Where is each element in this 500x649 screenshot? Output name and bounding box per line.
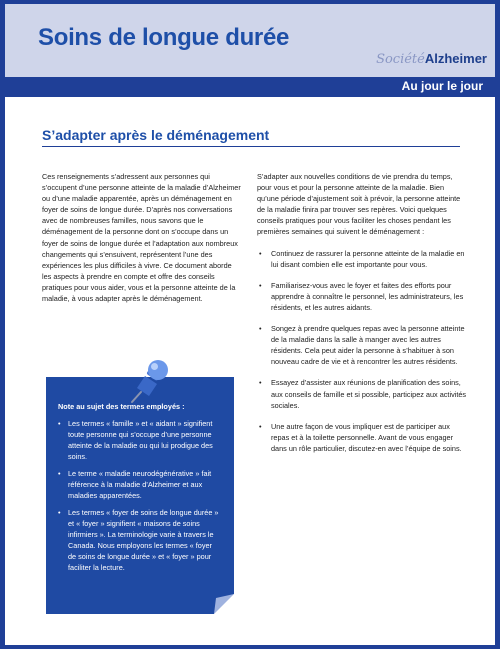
tip-item: • Songez à prendre quelques repas avec la personne atteinte de la maladie dans la salle à manger avec les autres résidents. Cela peut aider la personne à s’habituer à son nouveau cadre de vie et à rencontrer les autres résidents. <box>257 323 467 367</box>
note-title: Note au sujet des termes employés : <box>58 402 185 411</box>
subtitle-text: Au jour le jour <box>401 79 483 93</box>
alzheimer-society-logo <box>376 51 487 67</box>
document-page <box>5 4 495 645</box>
note-item: • Le terme « maladie neurodégénérative » fait référence à la maladie d’Alzheimer et aux maladies apparentées. <box>58 468 222 501</box>
section-title: S’adapter après le déménagement <box>42 127 270 143</box>
intro-paragraph: Ces renseignements s’adressent aux personnes qui s’occupent d’une personne atteinte de la maladie d’Alzheimer ou d’une maladie apparentée, après un déménagement en foyer de soins de longue durée. D’après nos conversations avec de nombreuses familles, nous savons que le déménagement de la personne dont on s’occupe dans un foyer de soins de longue durée et l’adaptation aux nombreux changements qui s’ensuivent, représentent l’une des expériences les plus difficiles à vivre. Ce document aborde les aspects à prendre en compte et offre des conseils pratiques pour vous aider, vous et la personne atteinte de la maladie, à vous adapter après le déménagement. <box>42 172 241 304</box>
tip-item: • Essayez d’assister aux réunions de planification des soins, aux conseils de famille et si possible, participez aux activités sociales. <box>257 377 467 410</box>
tip-item: • Continuez de rassurer la personne atteinte de la maladie en lui disant combien elle est importante pour vous. <box>257 248 467 270</box>
note-box <box>46 377 234 614</box>
logo-alzheimer-text: Alzheimer <box>424 51 487 66</box>
page-title: Soins de longue durée <box>38 24 290 51</box>
note-list <box>58 418 222 573</box>
tip-item: • Une autre façon de vous impliquer est de participer aux repas et à la toilette personnelle. Avant de vous engager dans un rôle particulier, discutez-en avec l’équipe de soins. <box>257 421 467 454</box>
note-item: • Les termes « foyer de soins de longue durée » et « foyer » signifient « maisons de soins infirmiers ». La terminologie varie à travers le Canada. Nous employons les termes « foyer de soins de longue durée » et « foyer » pour faciliter la lecture. <box>58 507 222 573</box>
note-item: • Les termes « famille » et « aidant » signifient toute personne qui s’occupe d’une personne atteinte de la maladie ou qui lui prodigue des soins. <box>58 418 222 462</box>
subtitle-bar <box>5 77 495 97</box>
tip-item: • Familiarisez-vous avec le foyer et faites des efforts pour apprendre à connaître le personnel, les administrateurs, les résidents, et les autres aidants. <box>257 280 467 313</box>
section-divider <box>42 146 460 147</box>
page-fold-icon <box>214 594 234 614</box>
right-column <box>257 171 467 464</box>
logo-society-text: Société <box>376 52 425 67</box>
tips-list <box>257 248 467 454</box>
header-band <box>5 4 495 77</box>
right-intro-paragraph: S’adapter aux nouvelles conditions de vie prendra du temps, pour vous et pour la personne atteinte de la maladie. Bien qu’une période d’ajustement soit à prévoir, la personne atteinte de la maladie finira par trouver ses repères. Voici quelques conseils pratiques pour vous faciliter les choses pendant les premières semaines qui suivent le déménagement : <box>257 172 461 237</box>
pushpin-icon <box>127 358 173 404</box>
